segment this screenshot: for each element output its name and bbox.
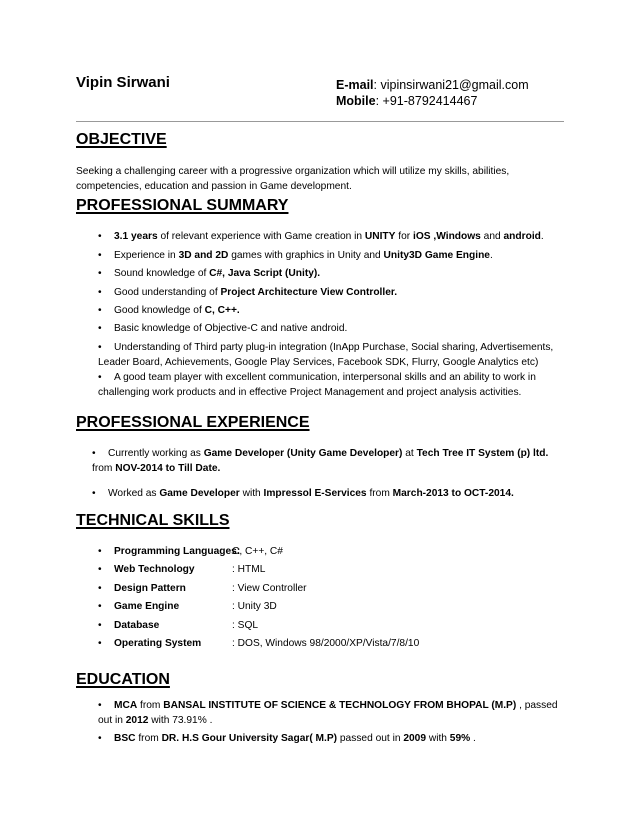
item-text: and <box>480 231 504 242</box>
list-item <box>98 340 566 370</box>
item-bold-text: March-2013 to OCT-2014. <box>392 488 514 499</box>
item-text: Good knowledge of <box>114 305 205 316</box>
item-bold-text: Unity3D Game Engine <box>383 250 490 261</box>
bullet-icon: • <box>98 268 102 279</box>
item-text: . <box>540 231 544 242</box>
item-bold-text: 2009 <box>403 733 426 744</box>
item-text: Understanding of Third party plug-in integration (InApp Purchase, Social sharing, Advertisements, Leader Board, Achievements, Google Play Services, Facebook SDK, Flurry, Google Analytics etc) <box>98 342 554 368</box>
bullet-icon: • <box>98 250 102 261</box>
item-bold-text: C#, Java Script (Unity). <box>209 268 321 279</box>
item-bold-text: MCA <box>114 700 138 711</box>
item-text: at <box>402 448 417 459</box>
list-item <box>98 698 566 728</box>
bullet-icon: • <box>98 305 102 316</box>
skill-key: Programming Languages: <box>114 546 241 557</box>
item-text: . <box>470 733 476 744</box>
bullet-icon: • <box>98 342 102 353</box>
bullet-icon: • <box>98 231 102 242</box>
list-item <box>98 229 566 244</box>
bullet-icon: • <box>98 582 102 594</box>
skill-row <box>98 636 558 652</box>
email-value: vipinsirwani21@gmail.com <box>380 78 529 92</box>
item-bold-text: Impressol E-Services <box>263 488 367 499</box>
item-text: Experience in <box>114 250 179 261</box>
list-item <box>98 285 566 300</box>
item-text: Sound knowledge of <box>114 268 210 279</box>
objective-text: Seeking a challenging career with a progressive organization which will utilize my skills, abilities, competencies, education and passion in Game development. <box>76 166 510 192</box>
skill-value: : View Controller <box>232 582 307 594</box>
item-text: passed out in <box>337 733 404 744</box>
item-text: A good team player with excellent communication, interpersonal skills and an ability to work in challenging work products and in effective Project Management and project analysis activities. <box>98 372 536 398</box>
bullet-icon: • <box>98 619 102 631</box>
mobile-label: Mobile <box>336 94 376 108</box>
skills-heading: TECHNICAL SKILLS <box>76 512 230 529</box>
header-divider <box>76 121 564 122</box>
item-bold-text: 3.1 years <box>114 231 158 242</box>
skill-key: Database <box>114 619 160 631</box>
item-bold-text: 2012 <box>125 715 149 726</box>
item-bold-text: iOS ,Windows <box>413 231 481 242</box>
bullet-icon: • <box>98 638 102 649</box>
item-text: Currently working as <box>108 448 204 459</box>
bullet-icon: • <box>92 448 96 459</box>
item-bold-text: Tech Tree IT System (p) ltd. <box>416 448 549 459</box>
item-bold-text: Game Developer <box>159 488 240 499</box>
skill-row <box>98 599 558 615</box>
skill-value: : Unity 3D <box>232 601 277 613</box>
item-text: , passed out in <box>98 700 558 726</box>
item-text: from <box>135 733 162 744</box>
item-bold-text: BSC <box>114 733 136 744</box>
list-item <box>98 303 566 318</box>
item-bold-text: Project Architecture View Controller. <box>220 287 398 298</box>
list-item <box>98 321 566 336</box>
item-text: . <box>489 250 493 261</box>
bullet-icon: • <box>98 323 102 334</box>
item-text: from <box>92 463 116 474</box>
skill-value: : HTML <box>232 564 266 576</box>
item-text: games with graphics in Unity and <box>228 250 384 261</box>
item-bold-text: DR. H.S Gour University Sagar( M.P) <box>161 733 338 744</box>
contact-block: E-mail: vipinsirwani21@gmail.com Mobile: +91-8792414467 <box>336 78 529 108</box>
item-text: of relevant experience with Game creation in <box>157 231 365 242</box>
item-text: from <box>137 700 164 711</box>
skill-value: C, C++, C# <box>232 546 283 557</box>
item-text: Good understanding of <box>114 287 221 298</box>
skill-row <box>98 544 558 560</box>
bullet-icon: • <box>98 287 102 298</box>
skill-key: Game Engine <box>114 601 180 613</box>
mobile-value: +91-8792414467 <box>382 94 478 108</box>
email-label: E-mail <box>336 78 374 92</box>
skill-row <box>98 562 558 578</box>
item-bold-text: C, C++. <box>204 305 240 316</box>
list-item <box>98 370 566 400</box>
item-bold-text: NOV-2014 to Till Date. <box>115 463 221 474</box>
item-bold-text: 59% <box>449 733 471 744</box>
list-item <box>92 446 564 476</box>
list-item <box>98 266 566 281</box>
bullet-icon: • <box>98 700 102 711</box>
item-text: Worked as <box>108 488 160 499</box>
skill-value: : SQL <box>232 619 259 631</box>
bullet-icon: • <box>98 564 102 576</box>
item-text: from <box>366 488 393 499</box>
item-bold-text: 3D and 2D <box>178 250 229 261</box>
candidate-name: Vipin Sirwani <box>76 74 170 91</box>
objective-heading: OBJECTIVE <box>76 131 167 148</box>
item-text: Basic knowledge of Objective-C and native android. <box>114 323 348 334</box>
item-bold-text: UNITY <box>364 231 396 242</box>
list-item <box>98 731 566 746</box>
bullet-icon: • <box>98 372 102 383</box>
skill-key: Web Technology <box>114 564 195 576</box>
item-text: for <box>395 231 414 242</box>
bullet-icon: • <box>98 733 102 744</box>
skill-row <box>98 618 558 634</box>
item-text: with 73.91% . <box>148 715 213 726</box>
item-bold-text: BANSAL INSTITUTE OF SCIENCE & TECHNOLOGY FROM BHOPAL (M.P) <box>163 700 517 711</box>
list-item <box>92 486 564 501</box>
item-bold-text: android <box>503 231 541 242</box>
item-text: with <box>239 488 264 499</box>
skill-key: Operating System <box>114 638 202 649</box>
item-text: with <box>426 733 450 744</box>
education-heading: EDUCATION <box>76 671 170 688</box>
item-bold-text: Game Developer (Unity Game Developer) <box>203 448 403 459</box>
skill-value: : DOS, Windows 98/2000/XP/Vista/7/8/10 <box>232 638 420 649</box>
skill-row <box>98 581 558 597</box>
bullet-icon: • <box>92 488 96 499</box>
list-item <box>98 248 566 263</box>
bullet-icon: • <box>98 601 102 613</box>
experience-heading: PROFESSIONAL EXPERIENCE <box>76 414 310 431</box>
bullet-icon: • <box>98 546 102 557</box>
summary-heading: PROFESSIONAL SUMMARY <box>76 197 289 214</box>
skill-key: Design Pattern <box>114 582 186 594</box>
